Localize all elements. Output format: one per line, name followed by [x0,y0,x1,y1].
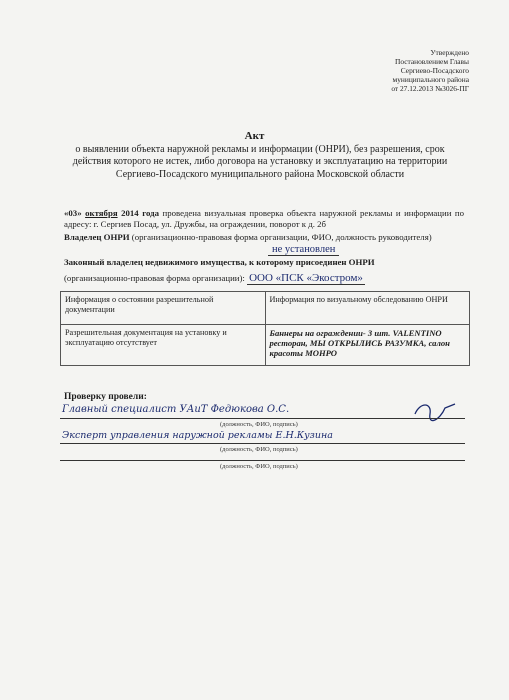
table-row [61,325,470,366]
approval-line: муниципального района [392,75,469,84]
inspection-text: проведена визуальная проверка объекта наружной рекламы и информации по адресу: г. Сергиев Посад, ул. Дружбы, на ограждении, поворот к д. 2б [64,208,465,229]
inspection-month: октября [85,208,118,218]
checked-label: Проверку провели: [64,392,147,402]
inspection-paragraph [64,208,464,229]
inspection-year: 2014 года [121,208,159,218]
legal-owner-label: Законный владелец недвижимого имущества, к которому присоединен ОНРИ [64,257,375,267]
legal-owner-value: ООО «ПСК «Экостром» [249,272,363,284]
signature-line-1: Главный специалист УАиТ Федюкова О.С. [62,404,290,415]
onri-table [60,291,470,366]
document-title: Акт [244,130,265,142]
signature-rule [60,418,465,419]
approval-block [299,48,469,93]
approval-line: от 27.12.2013 №3026-ПГ [391,84,469,93]
legal-owner-line [64,272,365,284]
owner-value: не установлен [268,244,339,256]
table-cell: Разрешительная документация на установку и эксплуатацию отсутствует [61,325,266,366]
owner-text: (организационно-правовая форма организации, ФИО, должность руководителя) [131,232,432,242]
table-header-row [61,292,470,325]
signature-caption: (должность, ФИО, подпись) [220,463,298,470]
signature-line-2: Эксперт управления наружной рекламы Е.Н.Кузина [62,430,333,441]
approval-line: Постановлением Главы [395,57,469,66]
inspection-day: «03» [64,208,82,218]
document-subtitle: о выявлении объекта наружной рекламы и информации (ОНРИ), без разрешения, срок действия которого не истек, либо договора на установку и эксплуатацию на территории Сергиево-Посадского муниципального района Московской области [72,144,448,180]
signature-caption: (должность, ФИО, подпись) [220,421,298,428]
owner-paragraph [64,232,464,243]
signature-caption: (должность, ФИО, подпись) [220,446,298,453]
signature-rule [60,443,465,444]
table-header-cell: Информация по визуальному обследованию ОНРИ [265,292,470,325]
table-header-cell: Информация о состоянии разрешительной документации [61,292,266,325]
signature-rule [60,460,465,461]
table-cell: Баннеры на ограждении- 3 шт. VALENTINO ресторан, МЫ ОТКРЫЛИСЬ РАЗУМКА, салон красоты МОНРО [265,325,470,366]
signature-mark-icon [410,400,460,427]
approval-line: Сергиево-Посадского [400,66,469,75]
legal-owner-org-label: (организационно-правовая форма организации): [64,273,245,283]
approval-line: Утверждено [430,48,469,57]
owner-label: Владелец ОНРИ [64,232,130,242]
